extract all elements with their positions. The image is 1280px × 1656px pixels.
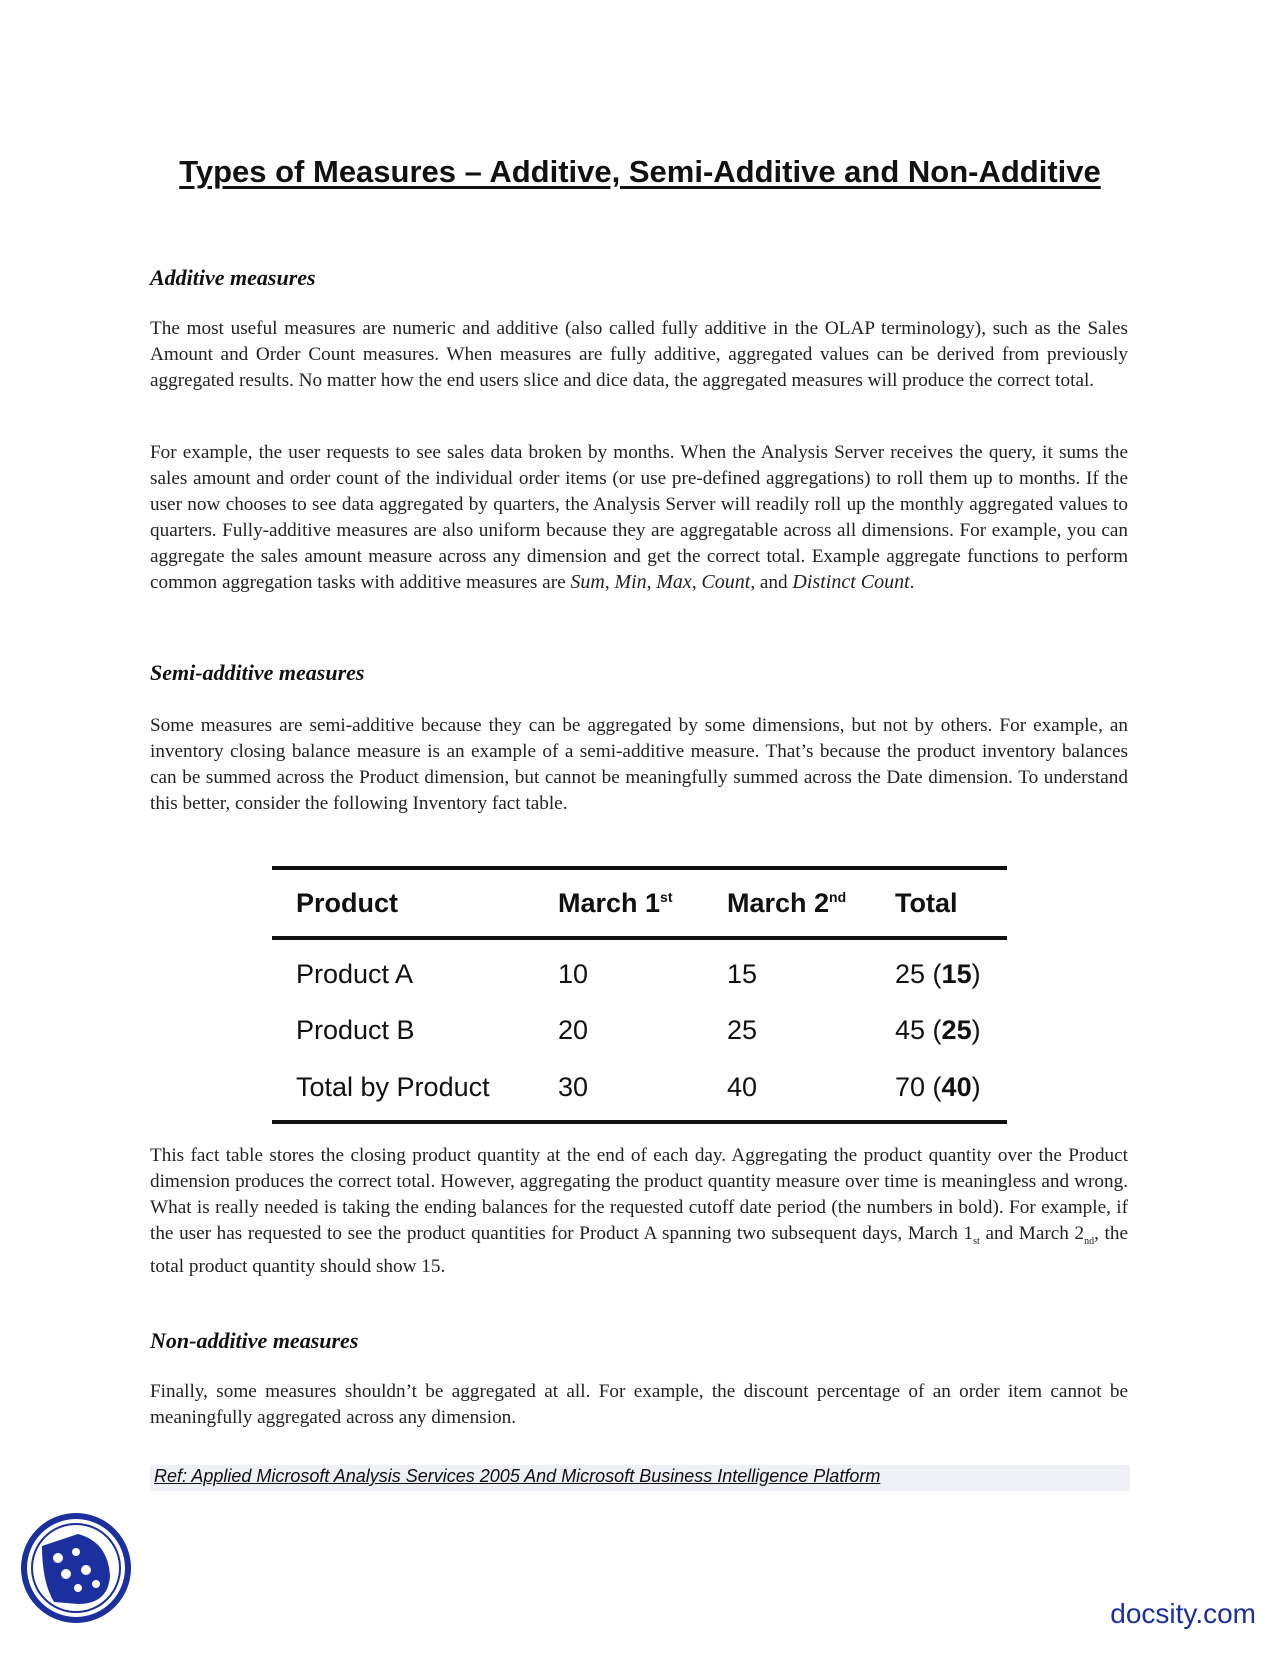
table-header-row [272, 870, 1007, 940]
paragraph-additive-1: The most useful measures are numeric and additive (also called fully additive in the OLAP terminology), such as the Sales Amount and Order Count measures. When measures are fully additive, aggregated values can be derived from previously aggregated results. No matter how the end users slice and dice data, the aggregated measures will produce the correct total. [150, 318, 1128, 391]
cell-march-2: 15 [727, 958, 758, 989]
fn-count: Count [701, 570, 751, 593]
table-row [272, 946, 1007, 1003]
docsity-brand-link[interactable]: docsity.com [1110, 1598, 1256, 1629]
cell-march-1: 20 [558, 1015, 589, 1046]
paragraph-semi-2: This fact table stores the closing product quantity at the end of each day. Aggregating the product quantity over the Product dimension produces the correct total. However, aggregating the product quantity measure over time is meaningless and wrong. What is really needed is taking the ending balances for the requested cutoff date period (the numbers in bold). For example, if the user has requested to see the product quantities for Product A spanning two subsequent days, March $1_{st}$ and March $2_{nd}$, the total product quantity should show 15. [150, 1145, 1128, 1278]
cell-march-2: 40 [727, 1071, 758, 1102]
table-row [272, 1003, 1007, 1060]
fn-min: Min [614, 570, 647, 593]
cell-total: 70 (40) [895, 1071, 981, 1102]
fn-max: Max [656, 570, 692, 593]
cell-march-1: 30 [558, 1071, 589, 1102]
heading-semi-additive: Semi-additive measures [150, 660, 365, 685]
cell-total: 25 (15) [895, 958, 981, 989]
heading-additive: Additive measures [150, 265, 316, 290]
cell-total: 45 (25) [895, 1015, 981, 1046]
paragraph-non-additive: Finally, some measures shouldn’t be aggregated at all. For example, the discount percentage of an order item cannot be meaningfully aggregated across any dimension. [150, 1381, 1128, 1428]
fn-distinct-count: Distinct Count [792, 570, 910, 593]
header-march-1: March 1st [558, 887, 673, 918]
paragraph-additive-2: For example, the user requests to see sales data broken by months. When the Analysis Server receives the query, it sums the sales amount and order count of the individual order items (or use pre-defined aggregations) to roll them up to months. If the user now chooses to see data aggregated by quarters, the Analysis Server will readily roll up the monthly aggregated values to quarters. Fully-additive measures are also uniform because they are aggregatable across all dimensions. For example, you can aggregate the sales amount measure across any dimension and get the correct total. Example aggregate functions to perform common aggregation tasks with additive measures are Sum, Min, Max, Count, and Distinct Count. [150, 442, 1128, 593]
cell-product: Product A [296, 958, 414, 989]
cell-march-1: 10 [558, 958, 589, 989]
cell-march-2: 25 [727, 1015, 758, 1046]
table-body [272, 940, 1007, 1120]
inventory-fact-table [272, 866, 1007, 1124]
reference-link[interactable]: Ref: Applied Microsoft Analysis Services 2005 And Microsoft Business Intelligence Platform [154, 1466, 881, 1486]
paragraph-text: For example, the user requests to see sales data broken by months. When the Analysis Server receives the query, it sums the sales amount and order count of the individual order items (or use pre-defined aggregations) to roll them up to months. If the user now chooses to see data aggregated by quarters, the Analysis Server will readily roll up the monthly aggregated values to quarters. Fully-additive measures are also uniform because they are aggregatable across all dimensions. For example, you can aggregate the sales amount measure across any dimension and get the correct total. Example aggregate functions to perform common aggregation tasks with additive measures are [150, 442, 1128, 593]
heading-non-additive: Non-additive measures [150, 1328, 359, 1353]
fn-and: and [759, 571, 788, 593]
cell-product: Total by Product [296, 1071, 490, 1102]
header-march-2: March 2nd [727, 887, 847, 918]
cell-product: Product B [296, 1015, 415, 1046]
fn-sum: Sum [570, 570, 605, 593]
header-product: Product [296, 887, 399, 918]
page-title: Types of Measures – Additive, Semi-Additive and Non-Additive [179, 154, 1101, 189]
table-row [272, 1059, 1007, 1116]
paragraph-semi-1: Some measures are semi-additive because they can be aggregated by some dimensions, but not by others. For example, an inventory closing balance measure is an example of a semi-additive measure. That’s because the product inventory balances can be summed across the Product dimension, but cannot be meaningfully summed across the Date dimension. To understand this better, consider the following Inventory fact table. [150, 715, 1128, 814]
docsity-logo-icon[interactable] [20, 1512, 132, 1624]
header-total: Total [895, 887, 958, 918]
